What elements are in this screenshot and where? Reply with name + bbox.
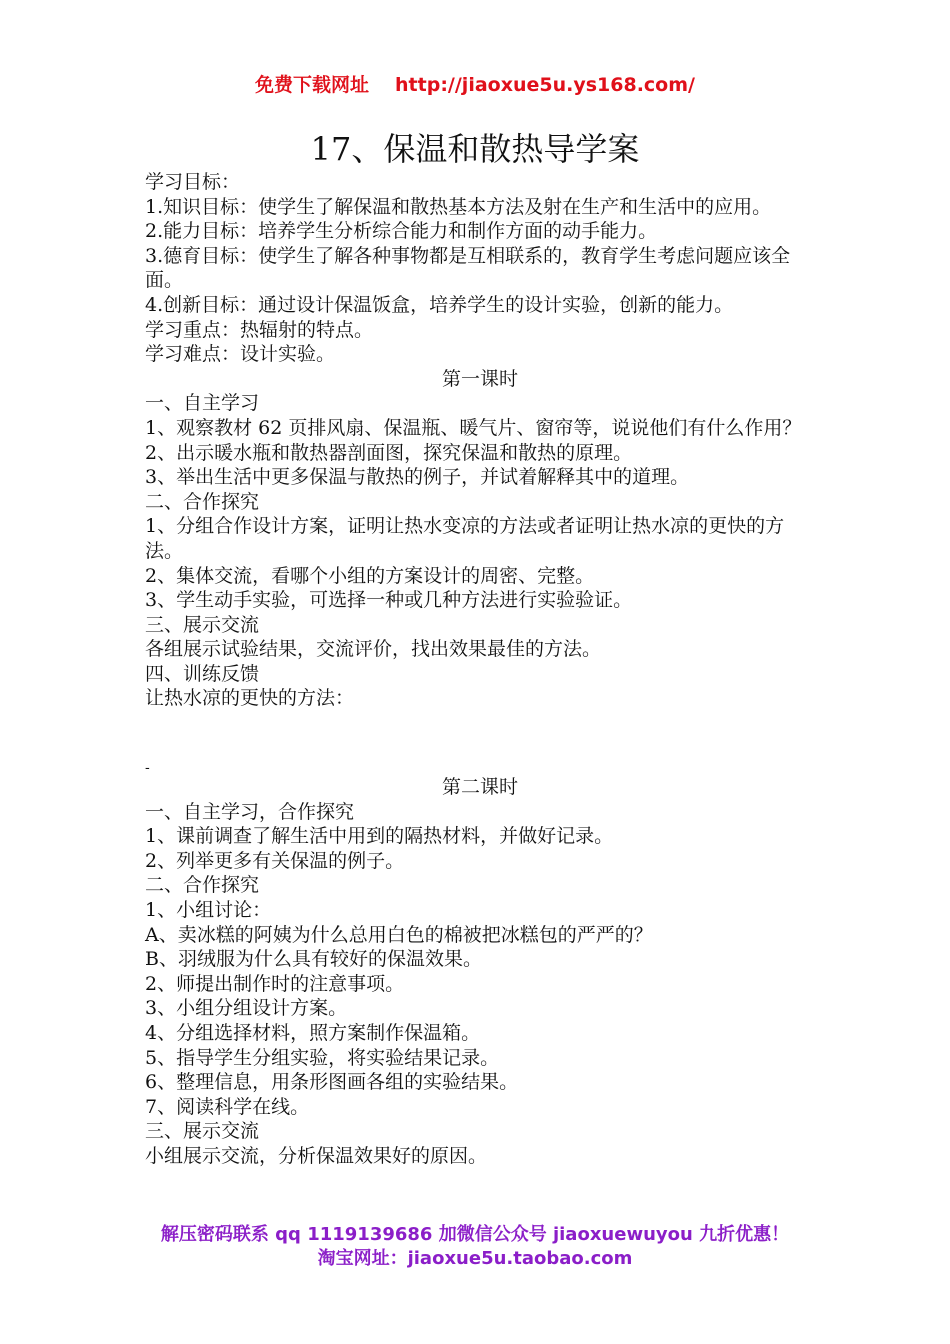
lesson2-section3-heading: 三、展示交流 xyxy=(145,1120,260,1143)
document-title: 17、保温和散热导学案 xyxy=(310,130,640,168)
lesson1-section1-item1: 1、观察教材 62 页排风扇、保温瓶、暖气片、窗帘等，说说他们有什么作用？ xyxy=(145,416,802,439)
lesson1-section2-item3: 3、学生动手实验，可选择一种或几种方法进行实验验证。 xyxy=(145,589,633,612)
lesson1-section3-item1: 各组展示试验结果，交流评价，找出效果最佳的方法。 xyxy=(145,638,602,661)
blank-answer-space xyxy=(145,711,815,761)
lesson1-section2-item2: 2、集体交流，看哪个小组的方案设计的周密、完整。 xyxy=(145,564,595,587)
objectives-heading: 学习目标： xyxy=(145,171,241,193)
lesson2-section2-item3: 3、小组分组设计方案。 xyxy=(145,997,348,1020)
lesson2-section3-item1: 小组展示交流，分析保温效果好的原因。 xyxy=(145,1144,488,1167)
dash-mark: - xyxy=(145,760,150,777)
lesson2-section2-item6: 6、整理信息，用条形图画各组的实验结果。 xyxy=(145,1071,519,1094)
lesson1-heading: 第一课时 xyxy=(441,367,518,390)
key-point: 学习重点：热辐射的特点。 xyxy=(145,318,374,341)
lesson2-heading: 第二课时 xyxy=(441,776,518,799)
objective-innovation: 4.创新目标：通过设计保温饭盒，培养学生的设计实验，创新的能力。 xyxy=(145,293,734,316)
lesson2-section2-heading: 二、合作探究 xyxy=(145,874,260,897)
lesson1-section2-item1: 1、分组合作设计方案，证明让热水变凉的方法或者证明让热水凉的更快的方法。 xyxy=(145,515,785,562)
lesson2-section2-item4: 4、分组选择材料，照方案制作保温箱。 xyxy=(145,1022,481,1044)
header-url[interactable]: http://jiaoxue5u.ys168.com/ xyxy=(395,74,695,96)
lesson2-question-a: A、卖冰糕的阿姨为什么总用白色的棉被把冰糕包的严严的？ xyxy=(145,923,653,946)
lesson1-section1-item3: 3、举出生活中更多保温与散热的例子，并试着解释其中的道理。 xyxy=(145,466,690,489)
lesson2-section2-item2: 2、师提出制作时的注意事项。 xyxy=(145,972,405,995)
difficulty: 学习难点：设计实验。 xyxy=(145,343,336,366)
document-body xyxy=(145,170,815,1169)
lesson1-section1-item2: 2、出示暖水瓶和散热器剖面图，探究保温和散热的原理。 xyxy=(145,441,633,464)
lesson1-section4-heading: 四、训练反馈 xyxy=(145,662,260,685)
download-header xyxy=(0,70,950,97)
objective-knowledge: 1.知识目标：使学生了解保温和散热基本方法及射在生产和生活中的应用。 xyxy=(145,195,772,218)
lesson2-section1-item2: 2、列举更多有关保温的例子。 xyxy=(145,849,405,872)
lesson2-section1-item1: 1、课前调查了解生活中用到的隔热材料，并做好记录。 xyxy=(145,825,614,848)
footer-shop-url[interactable]: 淘宝网址：jiaoxue5u.taobao.com xyxy=(317,1248,633,1269)
lesson2-section1-heading: 一、自主学习，合作探究 xyxy=(145,800,355,823)
lesson1-section1-heading: 一、自主学习 xyxy=(145,392,260,415)
lesson2-question-b: B、羽绒服为什么具有较好的保温效果。 xyxy=(145,948,482,971)
lesson1-section2-heading: 二、合作探究 xyxy=(145,490,260,513)
lesson1-section4-item1: 让热水凉的更快的方法： xyxy=(145,687,355,710)
header-label: 免费下载网址 xyxy=(255,74,370,96)
lesson1-section3-heading: 三、展示交流 xyxy=(145,613,260,636)
lesson2-section2-item1: 1、小组讨论： xyxy=(145,899,272,922)
footer-contact: 解压密码联系 qq 1119139686 加微信公众号 jiaoxuewuyou 九折优惠！ xyxy=(160,1224,790,1245)
objective-moral: 3.德育目标：使学生了解各种事物都是互相联系的，教育学生考虑问题应该全面。 xyxy=(145,244,791,292)
objective-ability: 2.能力目标：培养学生分析综合能力和制作方面的动手能力。 xyxy=(145,220,658,243)
lesson2-section2-item7: 7、阅读科学在线。 xyxy=(145,1095,310,1118)
lesson2-section2-item5: 5、指导学生分组实验，将实验结果记录。 xyxy=(145,1046,500,1069)
